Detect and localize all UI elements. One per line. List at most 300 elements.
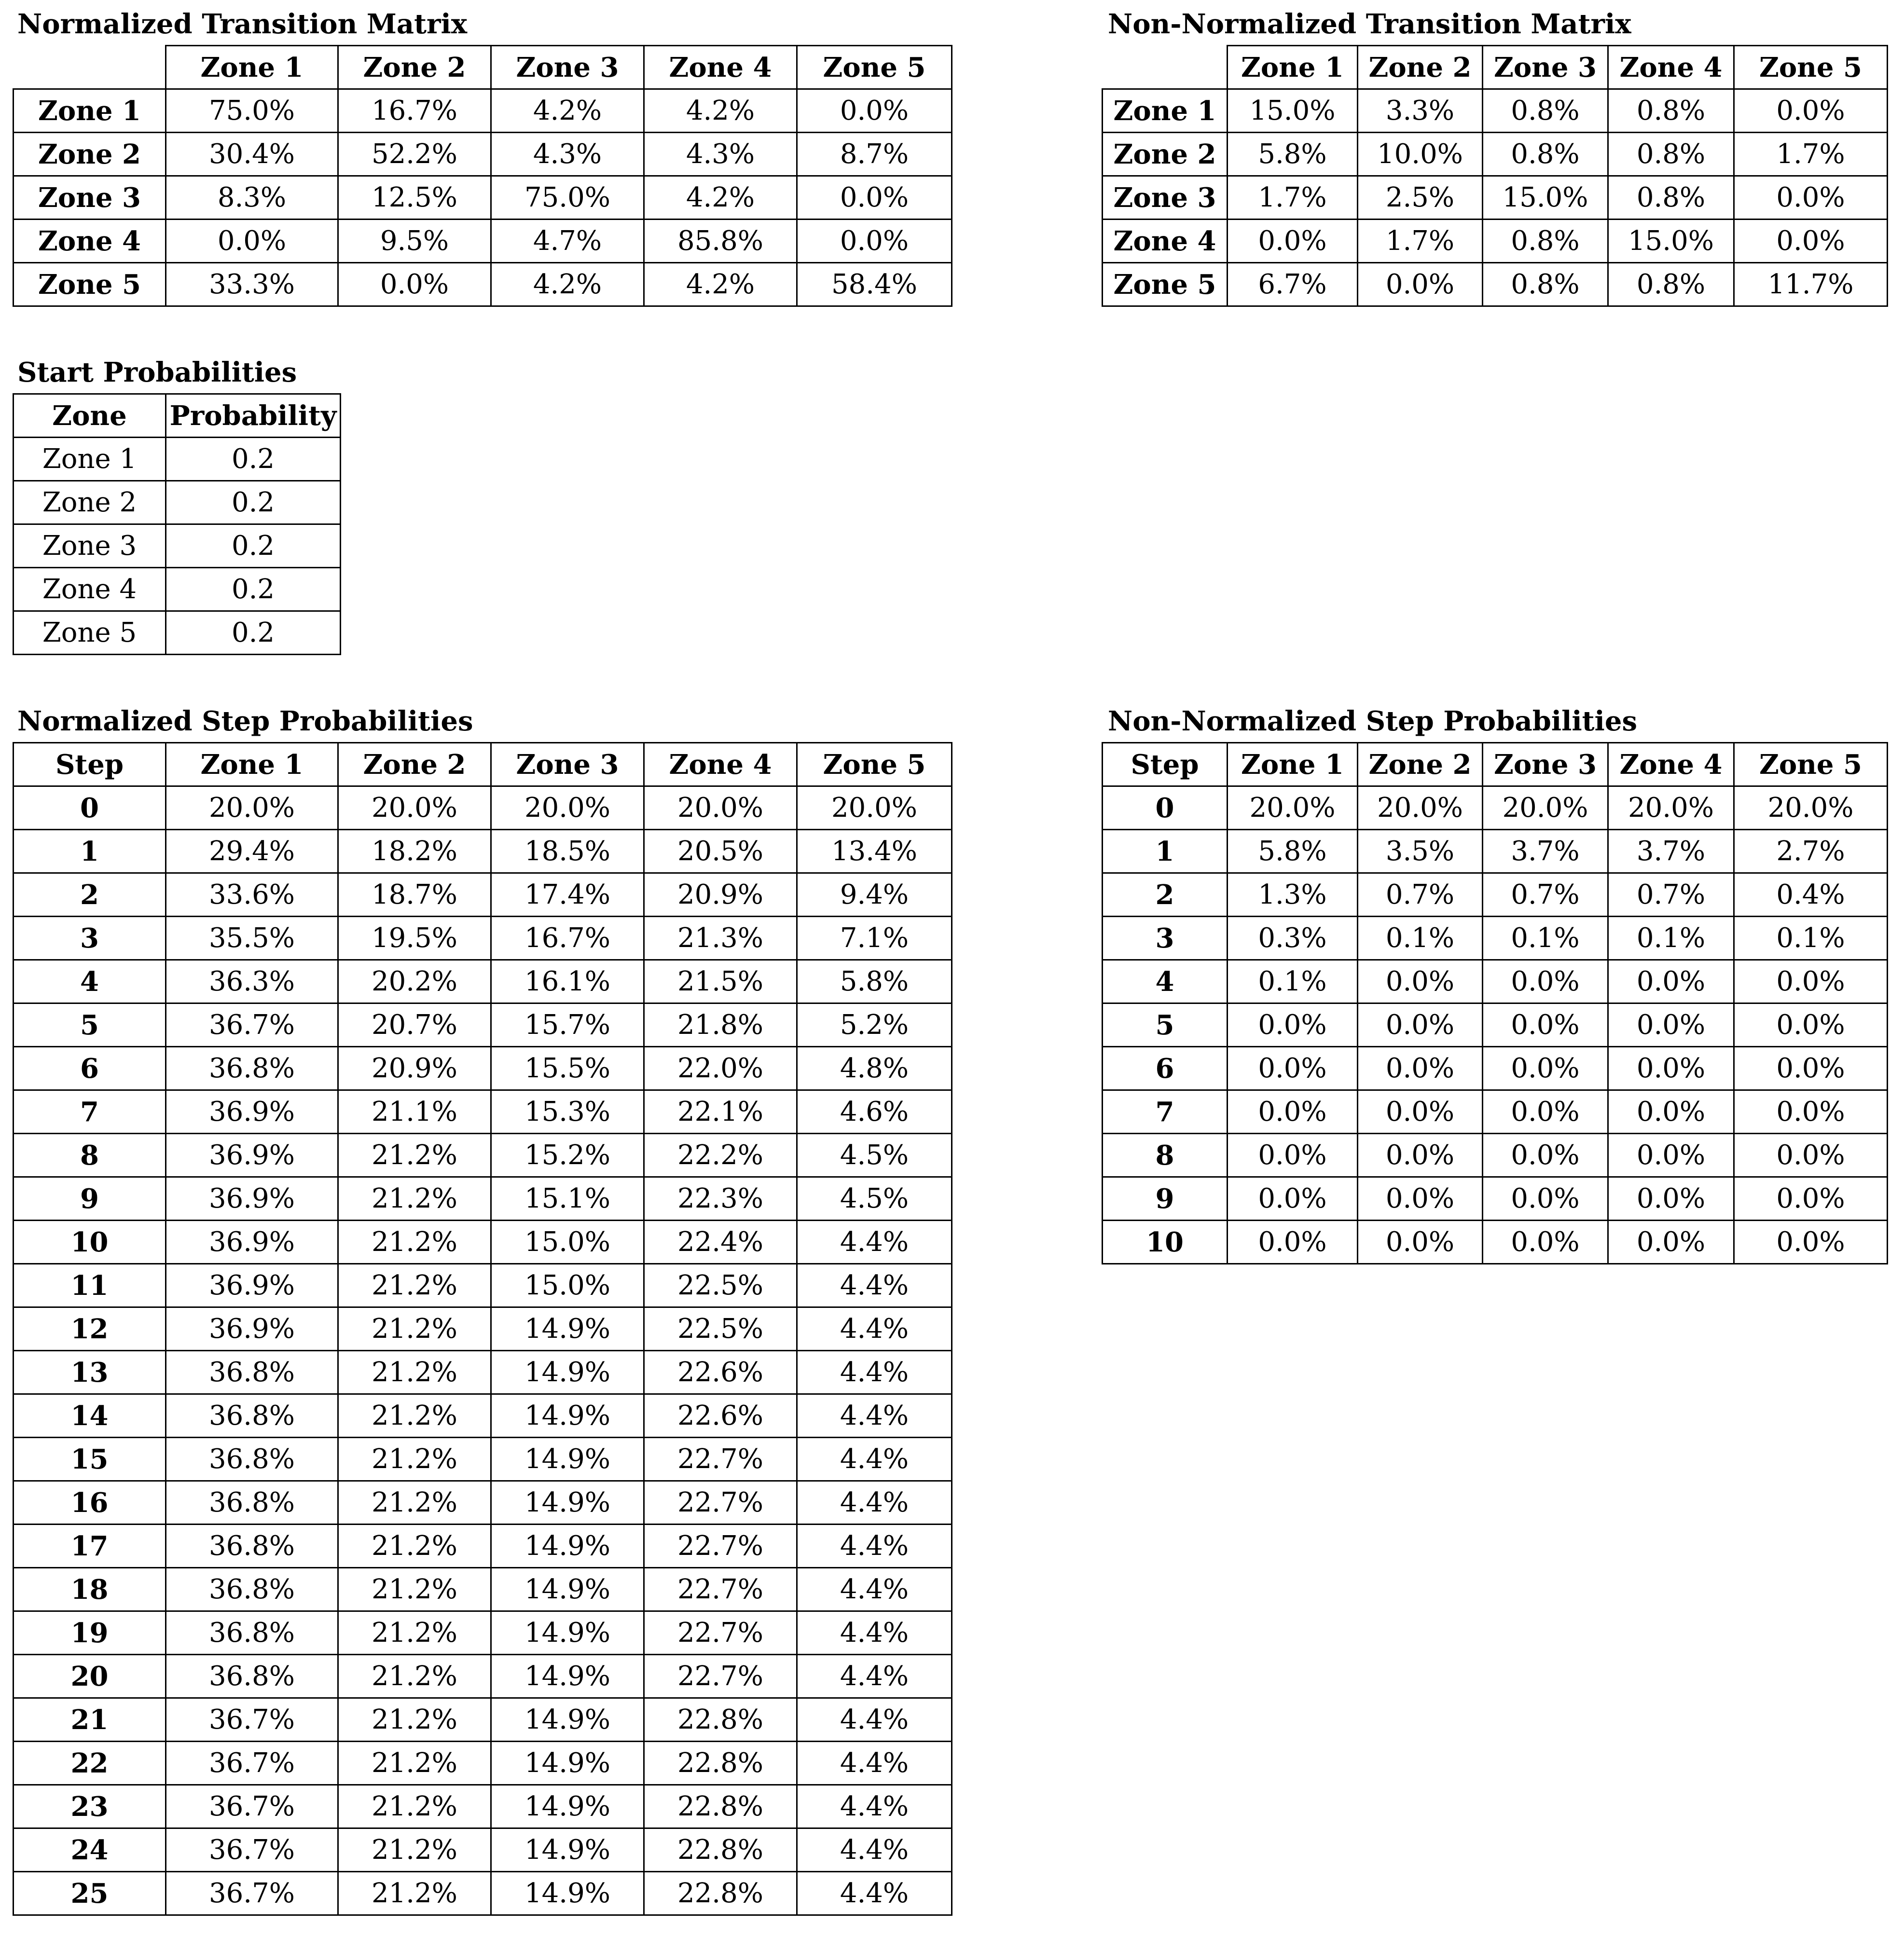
table-cell: 14.9%: [491, 1742, 644, 1785]
table-cell: 4.4%: [797, 1394, 952, 1438]
table-cell: 21.2%: [338, 1568, 491, 1611]
table-cell: 0.0%: [797, 176, 952, 220]
table-cell: 36.3%: [166, 960, 338, 1003]
table-cell: 36.8%: [166, 1611, 338, 1655]
column-header: Zone 1: [1228, 743, 1358, 786]
table-cell: 0.0%: [1483, 960, 1608, 1003]
table-cell: 36.8%: [166, 1394, 338, 1438]
column-header: Zone 4: [644, 743, 797, 786]
normalized-step-probabilities-title: Normalized Step Probabilities: [17, 705, 473, 737]
table-cell: 0.2: [166, 438, 341, 481]
table-cell: 21.5%: [644, 960, 797, 1003]
table-cell: 0.0%: [1358, 1134, 1483, 1177]
table-row: [1103, 830, 1888, 873]
table-cell: 36.9%: [166, 1221, 338, 1264]
table-cell: 5.2%: [797, 1003, 952, 1047]
row-header: Zone 3: [14, 524, 166, 568]
table-cell: 20.0%: [1358, 786, 1483, 830]
table-cell: 15.0%: [1483, 176, 1608, 220]
table-cell: 4.8%: [797, 1047, 952, 1090]
table-row: [14, 611, 341, 655]
table-cell: 20.0%: [1483, 786, 1608, 830]
table-cell: 14.9%: [491, 1698, 644, 1742]
table-row: [14, 1742, 952, 1785]
column-header: Zone 3: [1483, 46, 1608, 89]
table-cell: 20.0%: [797, 786, 952, 830]
table-cell: 0.0%: [1608, 1177, 1734, 1221]
start-probabilities-table: [13, 393, 341, 655]
table-cell: 21.2%: [338, 1177, 491, 1221]
table-row: [14, 1655, 952, 1698]
normalized-transition-matrix-table: [13, 45, 952, 307]
table-row: [14, 1394, 952, 1438]
table-row: [14, 524, 341, 568]
table-cell: 12.5%: [338, 176, 491, 220]
corner-cell: [1103, 46, 1228, 89]
table-cell: 0.0%: [1358, 1177, 1483, 1221]
table-cell: 15.2%: [491, 1134, 644, 1177]
table-cell: 14.9%: [491, 1872, 644, 1915]
table-cell: 4.4%: [797, 1828, 952, 1872]
table-cell: 21.2%: [338, 1872, 491, 1915]
table-cell: 21.2%: [338, 1698, 491, 1742]
start-probabilities-title: Start Probabilities: [17, 357, 297, 388]
table-cell: 85.8%: [644, 220, 797, 263]
table-cell: 22.6%: [644, 1394, 797, 1438]
non-normalized-transition-matrix-table: [1102, 45, 1888, 307]
table-cell: 0.4%: [1734, 873, 1888, 917]
table-cell: 14.9%: [491, 1611, 644, 1655]
table-row: [14, 263, 952, 306]
table-cell: 0.0%: [1734, 176, 1888, 220]
table-cell: 0.0%: [1608, 960, 1734, 1003]
normalized-step-probabilities-table: [13, 742, 952, 1916]
table-cell: 0.0%: [1228, 1134, 1358, 1177]
table-cell: 36.8%: [166, 1047, 338, 1090]
table-cell: 0.0%: [1734, 89, 1888, 133]
row-header: Zone 4: [14, 220, 166, 263]
table-cell: 0.0%: [1734, 960, 1888, 1003]
table-cell: 22.7%: [644, 1568, 797, 1611]
table-cell: 75.0%: [166, 89, 338, 133]
table-cell: 0.0%: [1734, 1003, 1888, 1047]
table-cell: 15.0%: [1228, 89, 1358, 133]
table-cell: 14.9%: [491, 1785, 644, 1828]
column-header: Zone 2: [338, 743, 491, 786]
row-header: 13: [14, 1351, 166, 1394]
table-cell: 4.4%: [797, 1221, 952, 1264]
table-cell: 0.0%: [1228, 220, 1358, 263]
table-row: [14, 1525, 952, 1568]
column-header: Zone 4: [1608, 743, 1734, 786]
table-row: [14, 1221, 952, 1264]
table-cell: 4.4%: [797, 1525, 952, 1568]
table-row: [14, 133, 952, 176]
table-cell: 3.3%: [1358, 89, 1483, 133]
table-cell: 20.5%: [644, 830, 797, 873]
table-cell: 1.3%: [1228, 873, 1358, 917]
table-cell: 14.9%: [491, 1438, 644, 1481]
header-row: [1103, 743, 1888, 786]
table-cell: 21.3%: [644, 917, 797, 960]
row-header: Zone 1: [14, 89, 166, 133]
table-cell: 35.5%: [166, 917, 338, 960]
row-header: 2: [1103, 873, 1228, 917]
row-header: 5: [14, 1003, 166, 1047]
table-cell: 9.4%: [797, 873, 952, 917]
table-cell: 16.7%: [338, 89, 491, 133]
row-header: 24: [14, 1828, 166, 1872]
table-row: [14, 830, 952, 873]
table-cell: 36.9%: [166, 1307, 338, 1351]
table-cell: 20.2%: [338, 960, 491, 1003]
table-cell: 14.9%: [491, 1307, 644, 1351]
table-cell: 0.8%: [1608, 89, 1734, 133]
table-cell: 14.9%: [491, 1655, 644, 1698]
column-header: Zone 5: [797, 46, 952, 89]
table-cell: 22.5%: [644, 1264, 797, 1307]
row-header: 5: [1103, 1003, 1228, 1047]
row-header: 21: [14, 1698, 166, 1742]
table-cell: 0.1%: [1608, 917, 1734, 960]
table-row: [14, 1351, 952, 1394]
table-cell: 15.0%: [491, 1264, 644, 1307]
table-cell: 36.7%: [166, 1003, 338, 1047]
table-cell: 36.7%: [166, 1698, 338, 1742]
table-cell: 21.2%: [338, 1785, 491, 1828]
column-header: Zone 2: [1358, 46, 1483, 89]
table-cell: 0.0%: [1358, 1090, 1483, 1134]
table-cell: 33.6%: [166, 873, 338, 917]
table-cell: 4.4%: [797, 1742, 952, 1785]
table-cell: 20.0%: [166, 786, 338, 830]
table-cell: 21.2%: [338, 1264, 491, 1307]
table-cell: 0.0%: [1608, 1003, 1734, 1047]
table-row: [14, 1828, 952, 1872]
header-row: [14, 394, 341, 438]
non-normalized-step-probabilities-title: Non-Normalized Step Probabilities: [1108, 705, 1637, 737]
table-row: [14, 1177, 952, 1221]
table-row: [14, 1438, 952, 1481]
row-header: 2: [14, 873, 166, 917]
table-cell: 22.0%: [644, 1047, 797, 1090]
row-header: Zone 2: [14, 133, 166, 176]
normalized-transition-matrix-title: Normalized Transition Matrix: [17, 8, 468, 40]
table-row: [14, 1264, 952, 1307]
table-cell: 21.1%: [338, 1090, 491, 1134]
table-cell: 36.8%: [166, 1481, 338, 1525]
table-cell: 0.8%: [1483, 133, 1608, 176]
table-cell: 3.7%: [1608, 830, 1734, 873]
column-header: Zone 1: [1228, 46, 1358, 89]
table-cell: 20.0%: [1228, 786, 1358, 830]
row-header: 15: [14, 1438, 166, 1481]
table-cell: 10.0%: [1358, 133, 1483, 176]
table-cell: 22.8%: [644, 1872, 797, 1915]
row-header: Zone 3: [14, 176, 166, 220]
table-cell: 4.5%: [797, 1134, 952, 1177]
table-cell: 20.9%: [644, 873, 797, 917]
table-cell: 36.7%: [166, 1742, 338, 1785]
table-cell: 36.9%: [166, 1264, 338, 1307]
table-cell: 8.3%: [166, 176, 338, 220]
table-cell: 0.0%: [1734, 1134, 1888, 1177]
row-header: 16: [14, 1481, 166, 1525]
table-cell: 0.0%: [1483, 1003, 1608, 1047]
corner-cell: [14, 46, 166, 89]
table-cell: 21.2%: [338, 1742, 491, 1785]
table-cell: 4.4%: [797, 1481, 952, 1525]
row-header: 9: [1103, 1177, 1228, 1221]
column-header: Zone 2: [338, 46, 491, 89]
table-cell: 21.2%: [338, 1134, 491, 1177]
row-header: 18: [14, 1568, 166, 1611]
table-cell: 20.0%: [1608, 786, 1734, 830]
column-header: Zone 5: [1734, 743, 1888, 786]
row-header: 19: [14, 1611, 166, 1655]
table-cell: 36.9%: [166, 1090, 338, 1134]
table-cell: 0.0%: [1483, 1134, 1608, 1177]
table-row: [1103, 917, 1888, 960]
table-cell: 14.9%: [491, 1481, 644, 1525]
table-cell: 36.8%: [166, 1351, 338, 1394]
table-cell: 0.0%: [1483, 1221, 1608, 1264]
table-cell: 22.5%: [644, 1307, 797, 1351]
table-cell: 0.0%: [1228, 1221, 1358, 1264]
table-row: [14, 481, 341, 524]
table-row: [14, 873, 952, 917]
table-cell: 36.7%: [166, 1785, 338, 1828]
table-cell: 15.0%: [491, 1221, 644, 1264]
table-row: [14, 1785, 952, 1828]
table-cell: 52.2%: [338, 133, 491, 176]
row-header: 8: [1103, 1134, 1228, 1177]
table-cell: 14.9%: [491, 1394, 644, 1438]
table-cell: 20.0%: [338, 786, 491, 830]
table-cell: 0.0%: [1734, 220, 1888, 263]
table-row: [14, 1872, 952, 1915]
table-cell: 4.2%: [491, 263, 644, 306]
table-cell: 0.0%: [1358, 1221, 1483, 1264]
table-cell: 21.2%: [338, 1655, 491, 1698]
table-cell: 2.7%: [1734, 830, 1888, 873]
row-header: 1: [1103, 830, 1228, 873]
table-cell: 0.8%: [1608, 263, 1734, 306]
row-header: Zone 4: [1103, 220, 1228, 263]
table-cell: 0.1%: [1483, 917, 1608, 960]
table-cell: 11.7%: [1734, 263, 1888, 306]
table-cell: 21.2%: [338, 1221, 491, 1264]
table-row: [1103, 1134, 1888, 1177]
table-cell: 0.7%: [1483, 873, 1608, 917]
table-cell: 0.8%: [1608, 133, 1734, 176]
row-header: 3: [14, 917, 166, 960]
table-row: [14, 1047, 952, 1090]
table-cell: 15.5%: [491, 1047, 644, 1090]
row-header: 7: [1103, 1090, 1228, 1134]
table-row: [1103, 89, 1888, 133]
table-cell: 15.7%: [491, 1003, 644, 1047]
column-header: Zone 4: [1608, 46, 1734, 89]
row-header: 3: [1103, 917, 1228, 960]
table-cell: 0.3%: [1228, 917, 1358, 960]
table-cell: 16.1%: [491, 960, 644, 1003]
table-cell: 0.0%: [1228, 1090, 1358, 1134]
table-cell: 22.2%: [644, 1134, 797, 1177]
table-cell: 0.0%: [338, 263, 491, 306]
table-row: [14, 89, 952, 133]
table-cell: 0.2: [166, 611, 341, 655]
table-cell: 21.2%: [338, 1438, 491, 1481]
column-header: Zone 3: [1483, 743, 1608, 786]
table-cell: 21.2%: [338, 1611, 491, 1655]
row-header: 10: [14, 1221, 166, 1264]
table-cell: 4.4%: [797, 1307, 952, 1351]
table-cell: 75.0%: [491, 176, 644, 220]
table-row: [14, 1698, 952, 1742]
row-header: 1: [14, 830, 166, 873]
table-cell: 4.2%: [644, 263, 797, 306]
table-row: [14, 438, 341, 481]
table-cell: 0.8%: [1483, 89, 1608, 133]
table-cell: 36.9%: [166, 1134, 338, 1177]
column-header: Zone 2: [1358, 743, 1483, 786]
row-header: 12: [14, 1307, 166, 1351]
non-normalized-transition-matrix-title: Non-Normalized Transition Matrix: [1108, 8, 1631, 40]
table-cell: 1.7%: [1228, 176, 1358, 220]
column-header: Zone 1: [166, 743, 338, 786]
table-cell: 21.2%: [338, 1481, 491, 1525]
table-row: [14, 1090, 952, 1134]
table-cell: 0.7%: [1358, 873, 1483, 917]
table-cell: 21.2%: [338, 1307, 491, 1351]
column-header: Zone 5: [1734, 46, 1888, 89]
table-cell: 3.5%: [1358, 830, 1483, 873]
table-cell: 29.4%: [166, 830, 338, 873]
table-cell: 22.7%: [644, 1611, 797, 1655]
table-cell: 9.5%: [338, 220, 491, 263]
table-row: [1103, 873, 1888, 917]
table-cell: 0.0%: [166, 220, 338, 263]
row-header: Zone 4: [14, 568, 166, 611]
row-header: 6: [1103, 1047, 1228, 1090]
table-cell: 15.3%: [491, 1090, 644, 1134]
table-cell: 36.7%: [166, 1872, 338, 1915]
table-cell: 15.0%: [1608, 220, 1734, 263]
table-cell: 4.4%: [797, 1785, 952, 1828]
column-header: Zone 3: [491, 743, 644, 786]
table-cell: 1.7%: [1734, 133, 1888, 176]
column-header: Zone 4: [644, 46, 797, 89]
table-cell: 0.2: [166, 524, 341, 568]
table-cell: 3.7%: [1483, 830, 1608, 873]
table-cell: 0.0%: [1608, 1134, 1734, 1177]
table-cell: 20.0%: [644, 786, 797, 830]
table-cell: 0.0%: [797, 89, 952, 133]
table-cell: 20.9%: [338, 1047, 491, 1090]
table-cell: 22.8%: [644, 1698, 797, 1742]
table-cell: 18.2%: [338, 830, 491, 873]
table-cell: 6.7%: [1228, 263, 1358, 306]
table-cell: 4.2%: [644, 89, 797, 133]
table-cell: 22.8%: [644, 1742, 797, 1785]
table-cell: 20.7%: [338, 1003, 491, 1047]
row-header: 10: [1103, 1221, 1228, 1264]
table-cell: 5.8%: [797, 960, 952, 1003]
column-header: Zone 1: [166, 46, 338, 89]
row-header: Zone 1: [14, 438, 166, 481]
table-cell: 33.3%: [166, 263, 338, 306]
table-cell: 18.7%: [338, 873, 491, 917]
table-cell: 0.0%: [1734, 1221, 1888, 1264]
table-cell: 20.0%: [1734, 786, 1888, 830]
table-cell: 0.0%: [1358, 960, 1483, 1003]
table-cell: 0.0%: [1608, 1090, 1734, 1134]
table-cell: 0.0%: [1734, 1047, 1888, 1090]
table-cell: 30.4%: [166, 133, 338, 176]
table-cell: 13.4%: [797, 830, 952, 873]
table-row: [1103, 1221, 1888, 1264]
table-cell: 0.2: [166, 568, 341, 611]
table-cell: 5.8%: [1228, 830, 1358, 873]
table-row: [1103, 786, 1888, 830]
table-cell: 0.0%: [1483, 1047, 1608, 1090]
table-cell: 4.4%: [797, 1655, 952, 1698]
row-header: 9: [14, 1177, 166, 1221]
table-cell: 22.8%: [644, 1828, 797, 1872]
table-cell: 58.4%: [797, 263, 952, 306]
row-header: Zone 2: [14, 481, 166, 524]
table-cell: 36.8%: [166, 1568, 338, 1611]
table-cell: 4.3%: [491, 133, 644, 176]
table-cell: 2.5%: [1358, 176, 1483, 220]
row-header: 4: [1103, 960, 1228, 1003]
table-row: [14, 1134, 952, 1177]
non-normalized-step-probabilities-table: [1102, 742, 1888, 1264]
table-row: [1103, 960, 1888, 1003]
row-header: 11: [14, 1264, 166, 1307]
table-cell: 4.4%: [797, 1568, 952, 1611]
table-cell: 14.9%: [491, 1525, 644, 1568]
table-cell: 8.7%: [797, 133, 952, 176]
column-header: Probability: [166, 394, 341, 438]
table-cell: 0.0%: [1358, 1003, 1483, 1047]
row-header: 20: [14, 1655, 166, 1698]
table-row: [1103, 176, 1888, 220]
table-cell: 21.2%: [338, 1525, 491, 1568]
row-header: 17: [14, 1525, 166, 1568]
table-cell: 22.7%: [644, 1655, 797, 1698]
table-cell: 21.2%: [338, 1394, 491, 1438]
table-cell: 4.7%: [491, 220, 644, 263]
table-cell: 4.2%: [491, 89, 644, 133]
table-cell: 0.0%: [1358, 1047, 1483, 1090]
table-cell: 1.7%: [1358, 220, 1483, 263]
table-cell: 0.8%: [1483, 263, 1608, 306]
table-row: [1103, 1003, 1888, 1047]
table-cell: 0.0%: [797, 220, 952, 263]
table-cell: 21.2%: [338, 1351, 491, 1394]
table-cell: 22.8%: [644, 1785, 797, 1828]
table-cell: 22.4%: [644, 1221, 797, 1264]
table-cell: 0.0%: [1734, 1090, 1888, 1134]
table-cell: 0.0%: [1228, 1003, 1358, 1047]
table-cell: 22.7%: [644, 1438, 797, 1481]
table-row: [1103, 133, 1888, 176]
table-cell: 14.9%: [491, 1568, 644, 1611]
table-cell: 36.8%: [166, 1525, 338, 1568]
row-header: 25: [14, 1872, 166, 1915]
